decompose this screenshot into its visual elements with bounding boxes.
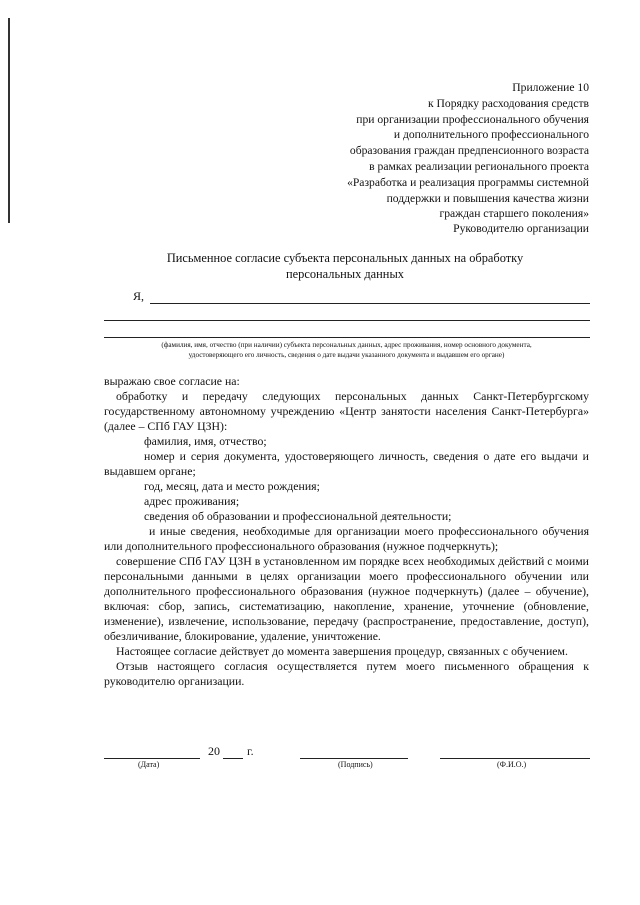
consent-body	[104, 374, 589, 689]
fio-caption: (Ф.И.О.)	[497, 760, 527, 769]
addressee: Руководителю организации	[453, 222, 589, 235]
consent-intro: выражаю свое согласие на:	[104, 374, 240, 388]
list-item-address: адрес проживания;	[144, 494, 240, 508]
paragraph-revoke: Отзыв настоящего согласия осуществляется путем моего письменного обращения к руководителю организации.	[104, 659, 589, 688]
appendix-line: образования граждан предпенсионного возраста	[349, 144, 589, 158]
appendix-line: при организации профессионального обучения	[356, 112, 589, 126]
caption-line-2: удостоверяющего его личность, сведения о дате выдачи указанного документа и выдавшем его органе)	[188, 350, 505, 359]
personal-data-caption	[104, 341, 589, 360]
year-fill-line[interactable]	[223, 758, 243, 759]
appendix-header	[269, 80, 589, 222]
title-line-1: Письменное согласие субъекта персональных данных на обработку	[166, 251, 524, 265]
list-item-birth: год, месяц, дата и место рождения;	[144, 479, 320, 493]
appendix-line: Приложение 10	[512, 81, 589, 94]
appendix-line: в рамках реализации регионального проекта	[369, 159, 589, 173]
list-item-education: сведения об образовании и профессиональной деятельности;	[144, 509, 452, 523]
name-fill-line-1[interactable]	[150, 303, 590, 304]
appendix-line: граждан старшего поколения»	[439, 207, 589, 221]
appendix-line: к Порядку расходования средств	[428, 96, 589, 110]
name-fill-line-3[interactable]	[104, 337, 590, 338]
date-caption: (Дата)	[138, 760, 160, 769]
paragraph-transfer: обработку и передачу следующих персональных данных Санкт-Петербургскому государственному автономному учреждению «Центр занятости населения Санкт-Петербурга» (далее – СПб ГАУ ЦЗН):	[104, 389, 589, 433]
signature-fill-line[interactable]	[300, 758, 408, 759]
title-line-2: персональных данных	[286, 267, 404, 281]
name-fill-line-2[interactable]	[104, 320, 590, 321]
signature-caption: (Подпись)	[338, 760, 373, 769]
appendix-line: «Разработка и реализация программы системной	[347, 175, 589, 189]
year-suffix: г.	[247, 744, 254, 758]
paragraph-actions: совершение СПб ГАУ ЦЗН в установленном им порядке всех необходимых действий с моими персональными данными в целях организации моего профессионального обучении или дополнительного профессионального образования (нужное подчеркнуть) (далее – обучение), включая: сбор, запись, систематизацию, накопление, хранение, уточнение (обновление, изменение), извлечение, использование, передачу (распространение, предоставление, доступ), обезличивание, блокирование, удаление, уничтожение.	[104, 554, 589, 643]
paragraph-validity: Настоящее согласие действует до момента завершения процедур, связанных с обучением.	[116, 644, 568, 658]
ya-label: Я,	[133, 289, 145, 303]
caption-line-1: (фамилия, имя, отчество (при наличии) субъекта персональных данных, адрес проживания, номер основного документа,	[161, 341, 532, 349]
list-item-document: номер и серия документа, удостоверяющего личность, сведения о дате его выдачи и выдавшем органе;	[104, 449, 589, 478]
list-item-fio: фамилия, имя, отчество;	[144, 434, 267, 448]
document-title	[100, 250, 590, 282]
year-prefix: 20	[208, 744, 220, 758]
list-item-other: и иные сведения, необходимые для организации моего профессионального обучения или дополнительного профессионального образования (нужное подчеркнуть);	[104, 524, 589, 553]
date-fill-line[interactable]	[104, 758, 200, 759]
appendix-line: и дополнительного профессионального	[393, 128, 589, 142]
fio-fill-line[interactable]	[440, 758, 590, 759]
appendix-line: поддержки и повышения качества жизни	[386, 191, 589, 205]
scan-edge-mark	[8, 18, 10, 223]
